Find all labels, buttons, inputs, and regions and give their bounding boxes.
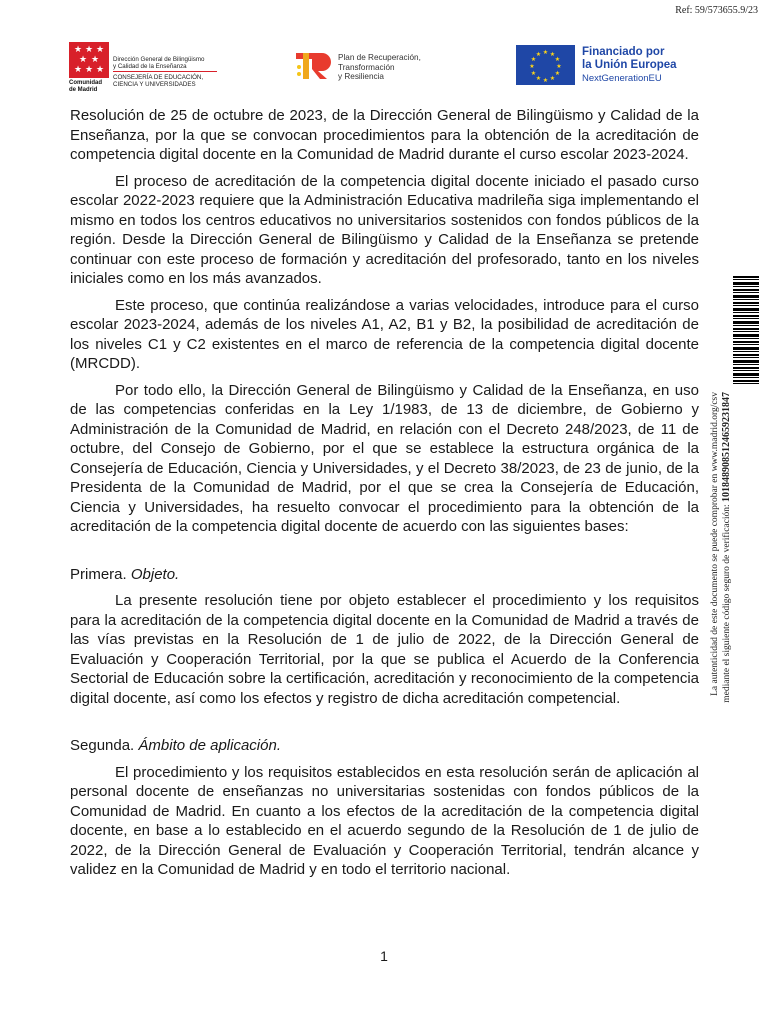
logo-divider: [113, 71, 217, 72]
eu-funding-logo: [516, 45, 706, 89]
prtr-mark-icon: [296, 50, 332, 82]
madrid-flag-icon: ★ ★ ★ ★ ★ ★ ★ ★: [69, 42, 109, 78]
eu-funding-title: Financiado por la Unión Europea: [582, 46, 677, 71]
svg-text:★: ★: [542, 49, 549, 56]
svg-text:★: ★: [549, 75, 556, 82]
page-number: 1: [380, 948, 388, 964]
svg-text:★: ★: [530, 56, 537, 63]
svg-text:★: ★: [530, 70, 537, 77]
svg-text:★: ★: [554, 56, 561, 63]
eu-flag-icon: [516, 45, 575, 85]
comunidad-de-madrid-logo: [69, 42, 219, 98]
consejeria-label: CONSEJERÍA DE EDUCACIÓN, CIENCIA Y UNIVERSIDADES: [113, 74, 204, 88]
svg-text:★: ★: [542, 77, 549, 84]
direccion-general-label: Dirección General de Bilingüismo y Calidad de la Enseñanza: [113, 56, 205, 70]
document-body: [70, 106, 699, 880]
section-primera-text: La presente resolución tiene por objeto establecer el procedimiento y los requisitos para la acreditación de la competencia digital docente en la Comunidad de Madrid a través de las vías previstas en la Resolución de 1 de julio de 2022, de la Dirección General de Evaluación y Cooperación Territorial, por la que se publica el Acuerdo de la Conferencia Sectorial de Educación sobre la certificación, acreditación y reconocimiento de la competencia digital docente, así como los efectos y registro de dicha acreditación competencial.: [70, 592, 699, 707]
svg-text:★: ★: [535, 75, 542, 82]
paragraph-competencias: Por todo ello, la Dirección General de Bilingüismo y Calidad de la Enseñanza, en uso de las competencias conferidas en la Ley 1/1983, de 13 de diciembre, de Gobierno y Administración de la Comunidad de Madrid, en relación con el Decreto 248/2023, de 11 de octubre, del Consejo de Gobierno, por el que se establece la estructura orgánica de la Consejería de Educación, Ciencia y Universidades, y el Decreto 38/2023, de 23 de junio, de la Presidenta de la Comunidad de Madrid, por el que se crea la Consejería de Educación, Ciencia y Universidades, ha resuelto convocar el procedimiento para la obtención de la acreditación de la competencia digital docente de acuerdo con las siguientes bases:: [70, 381, 699, 535]
resolution-title: Resolución de 25 de octubre de 2023, de la Dirección General de Bilingüismo y Calidad de la Enseñanza, por la que se convocan procedimientos para la obtención de la acreditación de competencia digital docente en la Comunidad de Madrid durante el curso escolar 2023-2024.: [70, 107, 699, 163]
svg-text:★: ★: [529, 63, 535, 70]
verification-code: 1018489085124659231847: [721, 392, 732, 502]
paragraph-proceso: El proceso de acreditación de la competencia digital docente iniciado el pasado curso escolar 2022-2023 requiere que la Administración Educativa madrileña siga implementando el mismo en todos los centros educativos no universitarios sostenidos con fondos públicos de la región. Desde la Dirección General de Bilingüismo y Calidad de la Enseñanza se pretende continuar con este proceso de formación y acreditación del profesorado, tanto en los niveles iniciales como en los más avanzados.: [70, 172, 699, 287]
section-segunda-heading: Segunda. Ámbito de aplicación.: [70, 737, 281, 754]
svg-text:★: ★: [556, 63, 562, 70]
svg-text:★: ★: [549, 51, 556, 58]
section-primera-heading: Primera. Objeto.: [70, 565, 180, 583]
verification-side-text: La autenticidad de este documento se puede comprobar en www.madrid.org/csv mediante el siguiente código seguro de verificación: 1018489085124659231847: [710, 392, 732, 703]
svg-text:★: ★: [535, 51, 542, 58]
plan-recuperacion-logo: [296, 50, 456, 90]
paragraph-niveles: Este proceso, que continúa realizándose a varias velocidades, introduce para el curso escolar 2023-2024, además de los niveles A1, A2, B1 y B2, la posibilidad de acreditación de los niveles C1 y C2 existentes en el marco de referencia de la competencia digital docente (MRCDD).: [70, 296, 699, 372]
document-reference: Ref: 59/573655.9/23: [675, 5, 758, 16]
prtr-text: Plan de Recuperación, Transformación y Resiliencia: [338, 53, 421, 81]
svg-text:★: ★: [554, 70, 561, 77]
section-segunda-text: El procedimiento y los requisitos establecidos en esta resolución serán de aplicación al personal docente de enseñanzas no universitarias sostenidas con fondos públicos de la Comunidad de Madrid. En cuanto a los efectos de la acreditación de la competencia digital docente, en base a lo establecido en el acuerdo segundo de la Resolución de 1 de julio de 2022, de la Dirección General de Evaluación y Cooperación Territorial, tendrán alcance y validez en la Comunidad de Madrid y en todo el territorio nacional.: [70, 763, 699, 878]
comunidad-name: Comunidad de Madrid: [69, 80, 102, 93]
verification-barcode: [733, 276, 759, 384]
next-generation-eu-label: NextGenerationEU: [582, 73, 662, 84]
